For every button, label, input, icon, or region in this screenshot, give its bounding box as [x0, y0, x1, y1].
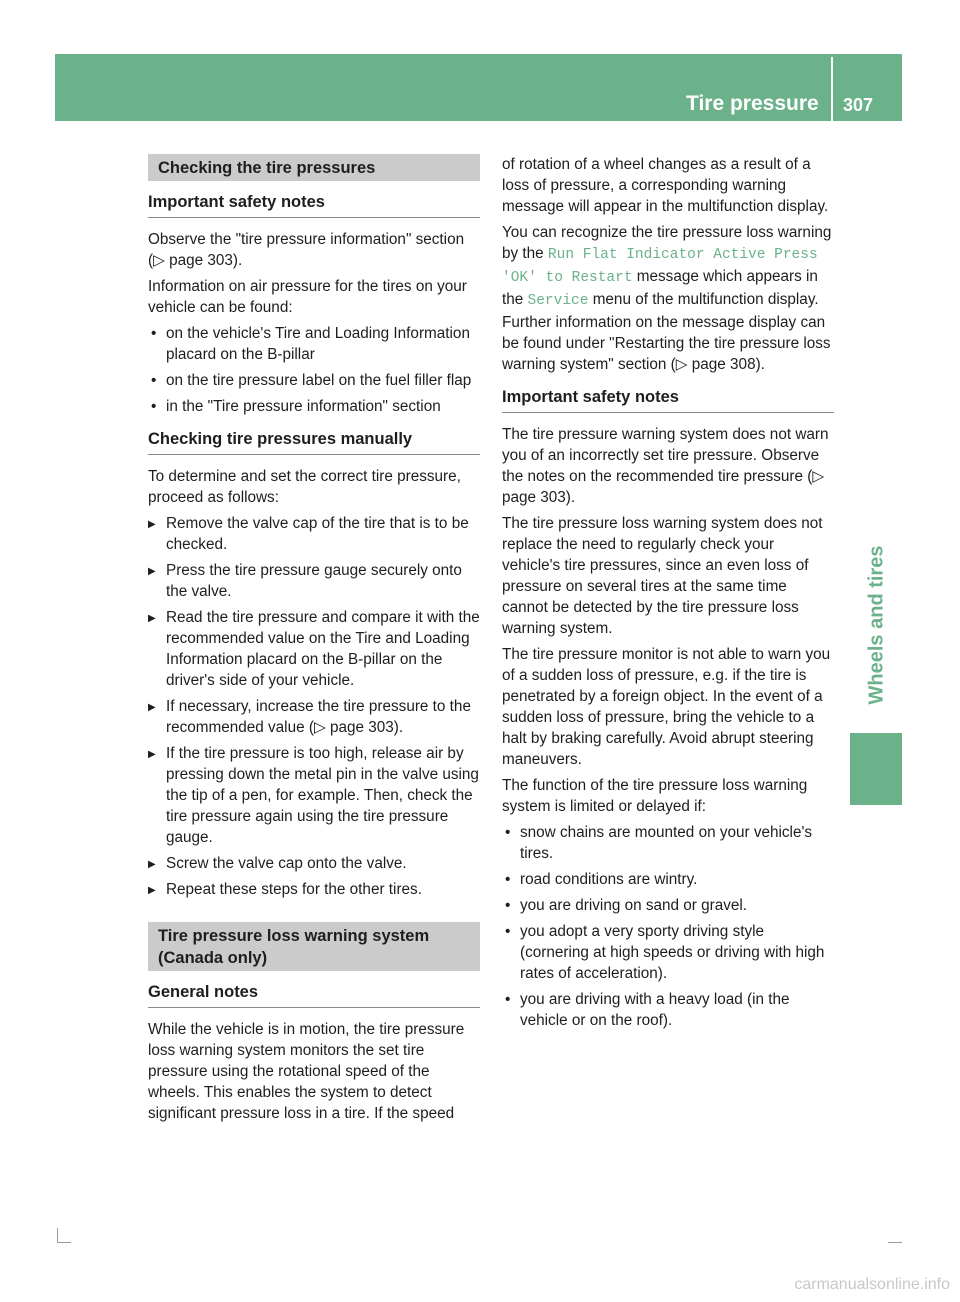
list-item: • you adopt a very sporty driving style (cornering at high speeds or driving with high rates of acceleration). — [502, 921, 834, 984]
step-item: ▶ Repeat these steps for the other tires. — [148, 879, 480, 900]
running-header-title: Tire pressure — [686, 92, 819, 115]
section-title-checking: Checking the tire pressures — [148, 154, 480, 181]
paragraph: Observe the "tire pressure information" section (▷ page 303). — [148, 231, 465, 269]
paragraph: The tire pressure warning system does not warn you of an incorrectly set tire pressure. Observe the notes on the recommended tire pressure (▷ page 303). — [502, 426, 829, 506]
watermark: carmanualsonline.info — [794, 1276, 950, 1293]
bullet-list — [502, 822, 834, 1031]
step-item: ▶ If the tire pressure is too high, release air by pressing down the metal pin in the valve using the tip of a pen, for example. Then, check the tire pressure again using the tire pressure gauge. — [148, 743, 480, 848]
display-message-code: Run Flat Indicator Active Press 'OK' to Restart — [502, 247, 818, 286]
right-column — [502, 154, 834, 1036]
paragraph: The tire pressure monitor is not able to warn you of a sudden loss of pressure, e.g. if the tire is penetrated by a foreign object. In the event of a sudden loss of pressure, bring the vehicle to a halt by braking carefully. Avoid abrupt steering maneuvers. — [502, 646, 831, 768]
crop-mark — [57, 1228, 58, 1242]
list-item: • on the tire pressure label on the fuel filler flap — [148, 370, 480, 391]
heading-general-notes: General notes — [148, 981, 480, 1008]
list-item: • on the vehicle's Tire and Loading Information placard on the B-pillar — [148, 323, 480, 365]
step-item: ▶ Screw the valve cap onto the valve. — [148, 853, 480, 874]
header-separator — [831, 57, 833, 121]
heading-checking-manually: Checking tire pressures manually — [148, 428, 480, 455]
page-number: 307 — [843, 95, 874, 115]
paragraph: To determine and set the correct tire pressure, proceed as follows: — [148, 468, 461, 506]
paragraph: The function of the tire pressure loss warning system is limited or delayed if: — [502, 777, 808, 815]
crop-mark — [888, 1242, 902, 1243]
list-item: • snow chains are mounted on your vehicle's tires. — [502, 822, 834, 864]
side-tab-label: Wheels and tires — [865, 545, 888, 705]
paragraph: of rotation of a wheel changes as a result of a loss of pressure, a corresponding warning message will appear in the multifunction display. — [502, 156, 829, 215]
text: message which appears in the — [502, 268, 818, 308]
paragraph: Information on air pressure for the tires on your vehicle can be found: — [148, 278, 467, 316]
text: You can recognize the tire pressure loss warning by the — [502, 224, 832, 262]
list-item: • in the "Tire pressure information" section — [148, 396, 480, 417]
crop-mark — [57, 1242, 71, 1243]
bullet-list — [148, 323, 480, 417]
heading-important-safety-notes: Important safety notes — [148, 191, 480, 218]
text: menu of the multifunction display. Further information on the message display can be found under "Restarting the tire pressure loss warning system" section (▷ page 308). — [502, 291, 831, 373]
side-tab-marker — [850, 733, 902, 805]
step-list — [148, 513, 480, 900]
paragraph: While the vehicle is in motion, the tire pressure loss warning system monitors the set tire pressure using the rotational speed of the wheels. This enables the system to detect significant pressure loss in a tire. If the speed — [148, 1021, 465, 1122]
step-item: ▶ Remove the valve cap of the tire that is to be checked. — [148, 513, 480, 555]
paragraph-warning-message — [502, 222, 834, 375]
left-column — [148, 154, 480, 1129]
step-item: ▶ Read the tire pressure and compare it with the recommended value on the Tire and Loading Information placard on the B-pillar on the driver's side of your vehicle. — [148, 607, 480, 691]
list-item: • you are driving with a heavy load (in the vehicle or on the roof). — [502, 989, 834, 1031]
step-item: ▶ If necessary, increase the tire pressure to the recommended value (▷ page 303). — [148, 696, 480, 738]
heading-important-safety-notes: Important safety notes — [502, 386, 834, 413]
menu-name-code: Service — [527, 293, 589, 309]
section-title-loss-warning: Tire pressure loss warning system (Canada only) — [148, 922, 480, 971]
step-item: ▶ Press the tire pressure gauge securely onto the valve. — [148, 560, 480, 602]
paragraph: The tire pressure loss warning system does not replace the need to regularly check your vehicle's tire pressures, since an even loss of pressure on several tires at the same time cannot be detected by the tire pressure loss warning system. — [502, 515, 823, 637]
list-item: • you are driving on sand or gravel. — [502, 895, 834, 916]
list-item: • road conditions are wintry. — [502, 869, 834, 890]
